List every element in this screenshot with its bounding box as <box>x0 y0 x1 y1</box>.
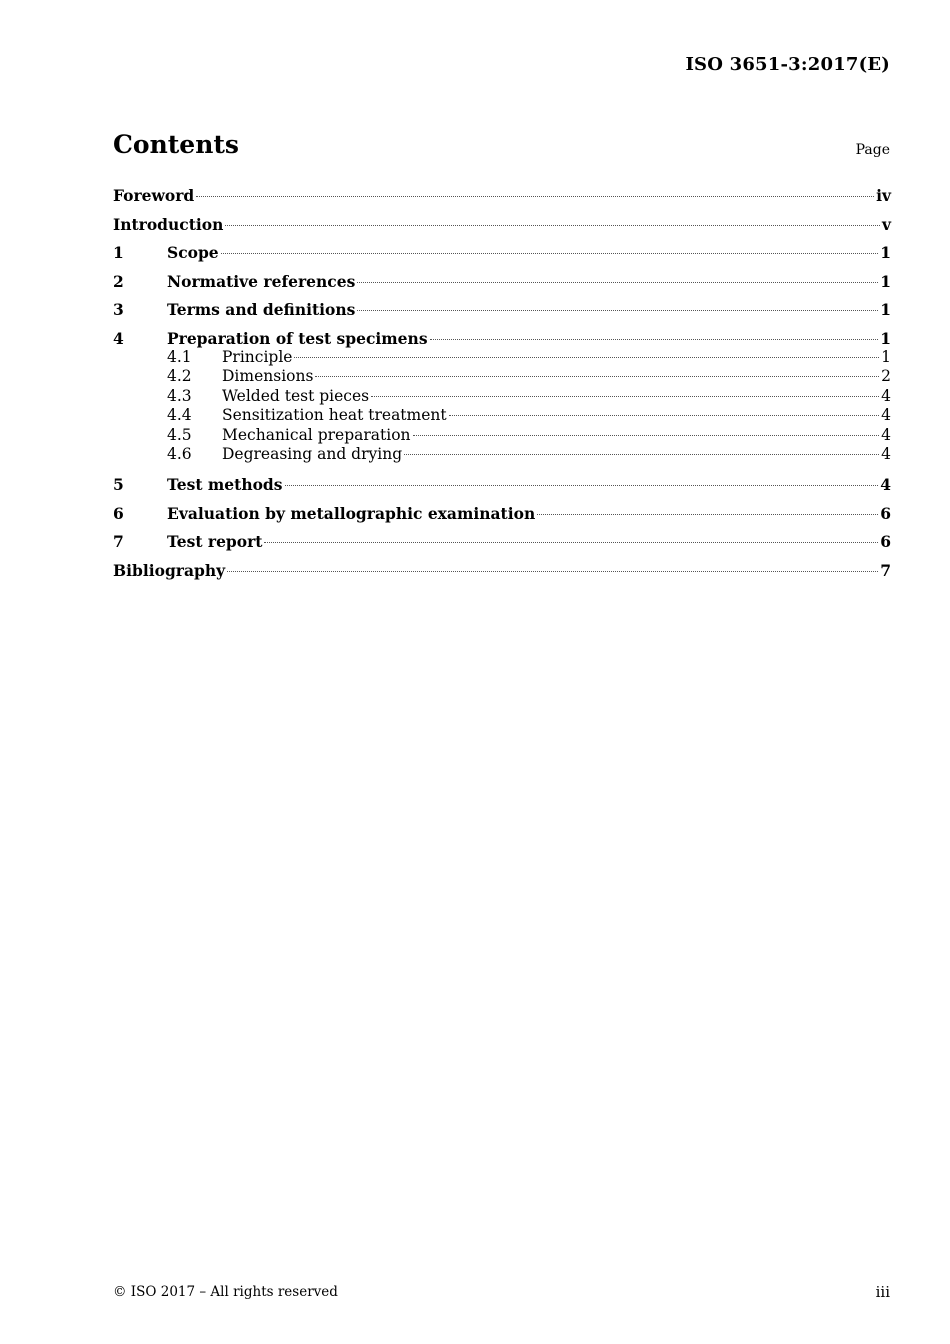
toc-subentry-degreasing-and-drying[interactable] <box>113 445 891 473</box>
toc-entry-number: 4 <box>113 328 124 348</box>
dot-leader <box>449 415 880 416</box>
toc-entry-page: 6 <box>880 503 891 523</box>
toc-subentry-dimensions[interactable] <box>113 367 891 387</box>
toc-subentry-page: 4 <box>881 406 891 424</box>
toc-subentry-number: 4.2 <box>167 367 192 385</box>
toc-subentry-sensitization-heat-treatment[interactable] <box>113 406 891 426</box>
dot-leader <box>285 485 879 486</box>
toc-subentry-page: 1 <box>881 347 891 366</box>
toc-entry-title: Normative references <box>167 271 356 291</box>
toc-entry-foreword[interactable] <box>113 184 891 213</box>
toc-entry-number: 1 <box>113 243 124 262</box>
toc-entry-title: Scope <box>167 243 219 262</box>
dot-leader <box>371 396 879 397</box>
toc-entry-page: 7 <box>880 560 891 580</box>
toc-entry-title: Test report <box>167 532 263 551</box>
toc-entry-evaluation-by-metallographic-examination[interactable] <box>113 502 891 531</box>
dot-leader <box>227 571 878 572</box>
dot-leader <box>404 454 879 455</box>
toc-entry-page: v <box>881 214 891 234</box>
toc-subentry-title: Dimensions <box>222 367 314 385</box>
dot-leader <box>357 282 878 283</box>
toc-subentry-mechanical-preparation[interactable] <box>113 426 891 446</box>
toc-entry-page: 1 <box>880 271 891 291</box>
toc-entry-test-report[interactable] <box>113 530 891 559</box>
toc-entry-page: 6 <box>880 532 891 551</box>
toc-entry-title: Test methods <box>167 475 283 494</box>
toc-entry-title: Foreword <box>113 186 195 205</box>
page-number: iii <box>875 1283 890 1301</box>
dot-leader <box>264 542 878 543</box>
toc-entry-page: 1 <box>880 300 891 319</box>
toc-subentry-page: 4 <box>881 445 891 463</box>
toc-subentry-title: Sensitization heat treatment <box>222 406 447 424</box>
dot-leader <box>413 435 880 436</box>
toc-subentry-number: 4.4 <box>167 406 192 424</box>
dot-leader <box>225 225 880 226</box>
dot-leader <box>294 357 879 358</box>
toc-subentry-title: Principle <box>222 347 293 366</box>
toc-subentry-number: 4.5 <box>167 425 192 444</box>
toc-entry-bibliography[interactable] <box>113 559 891 588</box>
table-of-contents <box>113 184 891 587</box>
toc-entry-number: 7 <box>113 532 124 551</box>
dot-leader <box>196 196 874 197</box>
toc-entry-number: 6 <box>113 503 124 523</box>
toc-subentry-page: 2 <box>881 367 891 385</box>
toc-subentry-page: 4 <box>881 386 891 405</box>
toc-entry-title: Introduction <box>113 214 224 234</box>
toc-subentry-principle[interactable] <box>113 348 891 368</box>
toc-entry-page: 1 <box>880 328 891 348</box>
toc-entry-number: 3 <box>113 300 124 319</box>
toc-entry-title: Terms and definitions <box>167 300 356 319</box>
dot-leader <box>221 253 879 254</box>
copyright-notice: © ISO 2017 – All rights reserved <box>113 1284 338 1300</box>
toc-subentry-number: 4.3 <box>167 386 192 405</box>
document-id: ISO 3651-3:2017(E) <box>685 54 890 75</box>
toc-subentry-number: 4.1 <box>167 347 192 366</box>
toc-entry-title: Preparation of test specimens <box>167 328 428 348</box>
toc-subentry-title: Mechanical preparation <box>222 425 411 444</box>
toc-entry-terms-and-definitions[interactable] <box>113 298 891 327</box>
toc-entry-number: 2 <box>113 271 124 291</box>
toc-subentry-title: Degreasing and drying <box>222 445 403 463</box>
toc-subentry-page: 4 <box>881 425 891 444</box>
toc-entry-preparation-of-test-specimens[interactable] <box>113 327 891 348</box>
contents-title: Contents <box>113 130 240 159</box>
toc-subentry-number: 4.6 <box>167 445 192 463</box>
toc-entry-title: Evaluation by metallographic examination <box>167 503 536 523</box>
dot-leader <box>315 376 879 377</box>
dot-leader <box>430 339 879 340</box>
toc-entry-title: Bibliography <box>113 560 226 580</box>
toc-subentry-welded-test-pieces[interactable] <box>113 387 891 407</box>
dot-leader <box>357 310 878 311</box>
toc-subentry-title: Welded test pieces <box>222 386 370 405</box>
toc-entry-page: 1 <box>880 243 891 262</box>
toc-entry-number: 5 <box>113 475 124 494</box>
page-column-heading: Page <box>855 142 890 158</box>
toc-entry-page: 4 <box>880 475 891 494</box>
toc-entry-page: iv <box>876 186 891 205</box>
toc-entry-introduction[interactable] <box>113 213 891 242</box>
toc-entry-scope[interactable] <box>113 241 891 270</box>
toc-entry-test-methods[interactable] <box>113 473 891 502</box>
dot-leader <box>537 514 878 515</box>
toc-entry-normative-references[interactable] <box>113 270 891 299</box>
